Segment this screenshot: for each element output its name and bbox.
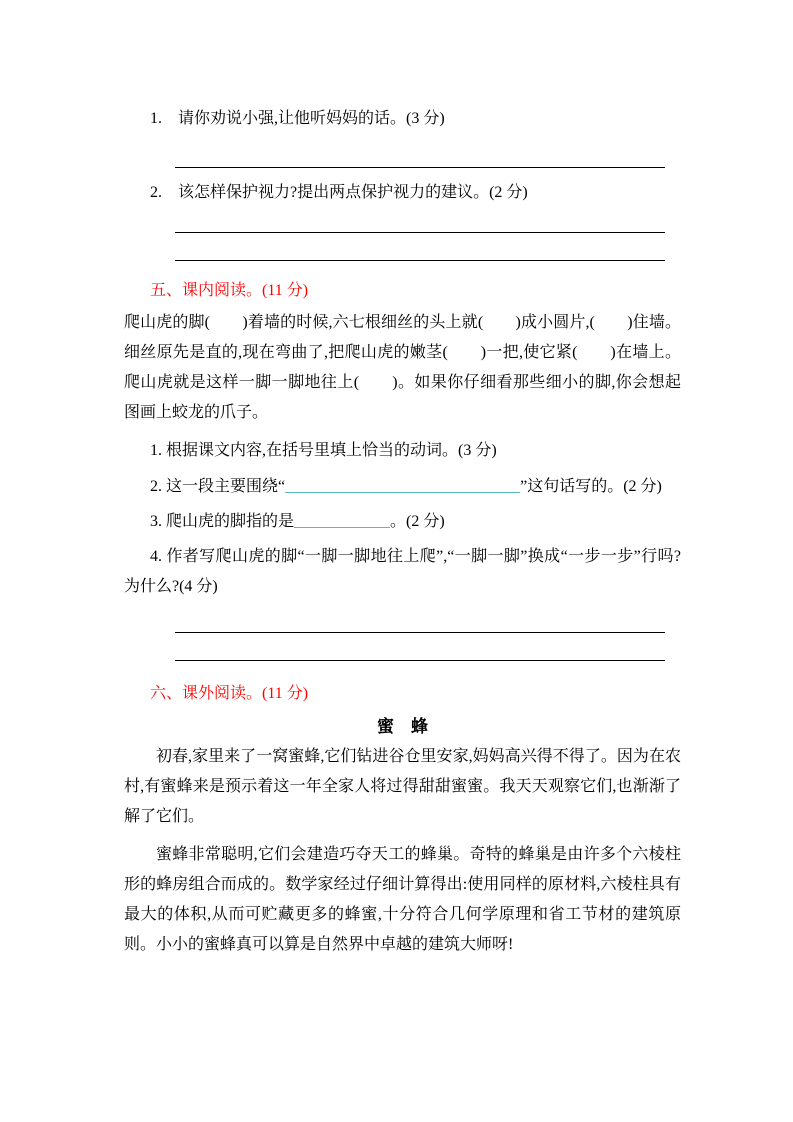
sub-question-2-text-before: 2. 这一段主要围绕“ [150,478,286,495]
sub-question-3 [124,507,681,537]
answer-line[interactable] [175,649,665,661]
answer-line[interactable] [175,621,665,633]
answer-line[interactable] [175,221,665,233]
answer-line[interactable] [175,156,665,168]
fill-blank[interactable] [294,512,390,528]
sub-question-2-text-after: ”这句话写的。(2 分) [520,478,662,495]
sub-question-2 [124,472,681,502]
sub-question-3-text-after: 。(2 分) [390,513,445,530]
section-six-heading: 六、课外阅读。(11 分) [150,685,309,702]
sub-question-1: 1. 根据课文内容,在括号里填上恰当的动词。(3 分) [150,442,497,459]
reading-paragraph-2: 蜜蜂非常聪明,它们会建造巧夺天工的蜂巢。奇特的蜂巢是由许多个六棱柱形的蜂房组合而成的。数学家经过仔细计算得出:使用同样的原材料,六棱柱具有最大的体积,从而可贮藏更多的蜂蜜,十分符合几何学原理和省工节材的建筑原则。小小的蜜蜂真可以算是自然界中卓越的建筑大师呀! [124,846,681,953]
section-five-heading: 五、课内阅读。(11 分) [150,282,309,299]
reading-paragraph-1: 初春,家里来了一窝蜜蜂,它们钻进谷仓里安家,妈妈高兴得不得了。因为在农村,有蜜蜂来是预示着这一年全家人将过得甜甜蜜蜜。我天天观察它们,也渐渐了解了它们。 [124,748,681,825]
sub-question-4: 4. 作者写爬山虎的脚“一脚一脚地往上爬”,“一脚一脚”换成“一步一步”行吗?为什么?(4 分) [124,548,681,595]
reading-title: 蜜 蜂 [377,717,428,736]
document-content [124,104,681,960]
question-1: 1. 请你劝说小强,让他听妈妈的话。(3 分) [150,110,445,127]
fill-blank[interactable] [285,477,520,493]
question-2: 2. 该怎样保护视力?提出两点保护视力的建议。(2 分) [150,184,528,201]
answer-line[interactable] [175,249,665,261]
reading-passage: 爬山虎的脚( )着墙的时候,六七根细丝的头上就( )成小圆片,( )住墙。细丝原先是直的,现在弯曲了,把爬山虎的嫩茎( )一把,使它紧( )在墙上。爬山虎就是这样一脚一脚地往上( )。如果你仔细看那些细小的脚,你会想起图画上蛟龙的爪子。 [124,314,681,421]
sub-question-3-text-before: 3. 爬山虎的脚指的是 [150,513,295,530]
